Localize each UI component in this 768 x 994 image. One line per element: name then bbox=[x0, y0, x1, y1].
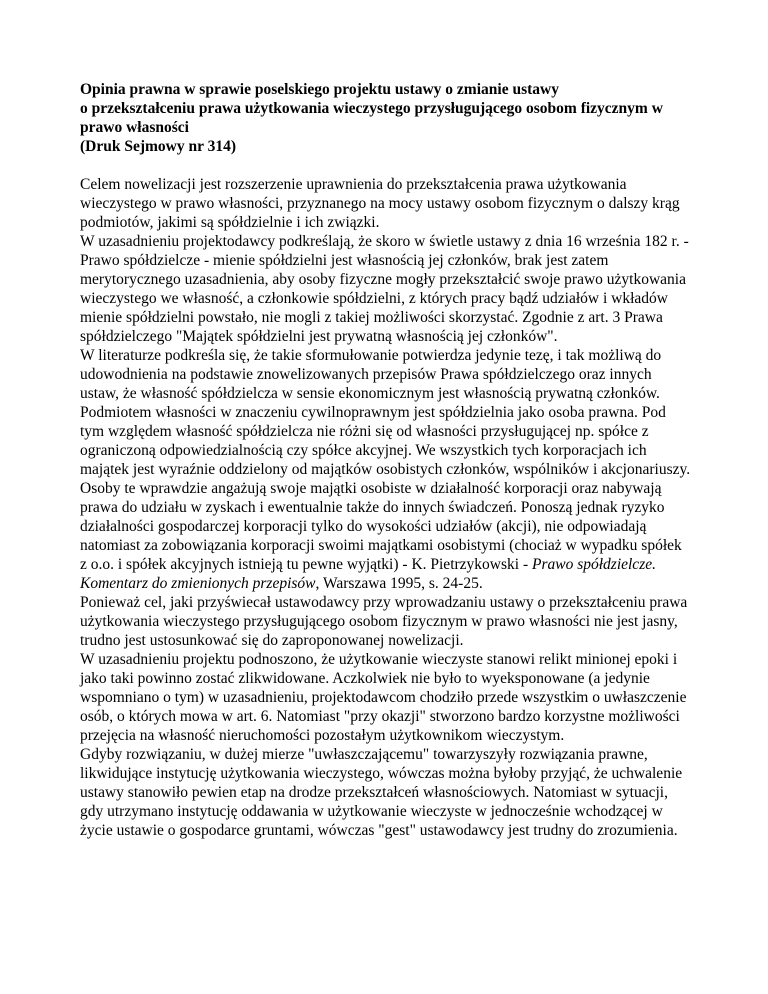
document-title bbox=[80, 80, 692, 156]
paragraph-text: W literaturze podkreśla się, że takie sformułowanie potwierdza jedynie tezę, i tak możliwą do udowodnienia na podstawie znowelizowanych przepisów Prawa spółdzielczego oraz innych ustaw, że własność spółdzielcza w sensie ekonomicznym jest własnością prywatną członków. Podmiotem własności w znaczeniu cywilnoprawnym jest spółdzielnia jako osoba prawna. Pod tym względem własność spółdzielcza nie różni się od własności przysługującej np. spółce z ograniczoną odpowiedzialnością czy spółce akcyjnej. We wszystkich tych korporacjach ich majątek jest wyraźnie oddzielony od majątków osobistych członków, wspólników i akcjonariuszy. Osoby te wprawdzie angażują swoje majątki osobiste w działalność korporacji oraz nabywają prawa do udziału w zyskach i ewentualnie także do innych świadczeń. Ponoszą jednak ryzyko działalności gospodarczej korporacji tylko do wysokości udziałów (akcji), nie odpowiadają natomiast za zobowiązania korporacji swoimi majątkami osobistymi (chociaż w wypadku spółek z o.o. i spółek akcyjnych istnieją tu pewne wyjątki) - K. Pietrzykowski - bbox=[80, 347, 691, 573]
document-body bbox=[80, 175, 692, 840]
paragraph: W uzasadnieniu projektodawcy podkreślają, że skoro w świetle ustawy z dnia 16 września 182 r. - Prawo spółdzielcze - mienie spółdzielni jest własnością jej członków, brak jest zatem merytorycznego uzasadnienia, aby osoby fizyczne mogły przekształcić swoje prawo użytkowania wieczystego we własność, a członkowie spółdzielni, z których pracy bądź udziałów i wkładów mienie spółdzielni powstało, nie mogli z takiej możliwości skorzystać. Zgodnie z art. 3 Prawa spółdzielczego "Majątek spółdzielni jest prywatną własnością jej członków". bbox=[80, 233, 689, 345]
print-number: (Druk Sejmowy nr 314) bbox=[80, 138, 236, 155]
citation-title: Prawo spółdzielcze. Komentarz do zmienionych przepisów bbox=[80, 556, 656, 592]
citation-tail: , Warszawa 1995, s. 24-25. bbox=[315, 575, 483, 592]
paragraph: Celem nowelizacji jest rozszerzenie uprawnienia do przekształcenia prawa użytkowania wieczystego w prawo własności, przyznanego na mocy ustawy osobom fizycznym o dalszy krąg podmiotów, jakimi są spółdzielnie i ich związki. bbox=[80, 176, 680, 231]
title-line: o przekształceniu prawa użytkowania wieczystego przysługującego osobom fizycznym w prawo własności bbox=[80, 100, 663, 136]
document-page bbox=[80, 80, 692, 840]
paragraph bbox=[80, 346, 692, 593]
paragraph: W uzasadnieniu projektu podnoszono, że użytkowanie wieczyste stanowi relikt minionej epoki i jako taki powinno zostać zlikwidowane. Aczkolwiek nie było to wyeksponowane (a jedynie wspomniano o tym) w uzasadnieniu, projektodawcom chodziło przede wszystkim o uwłaszczenie osób, o których mowa w art. 6. Natomiast "przy okazji" stworzono bardzo korzystne możliwości przejęcia na własność nieruchomości pozostałym użytkownikom wieczystym. bbox=[80, 651, 687, 744]
paragraph: Ponieważ cel, jaki przyświecał ustawodawcy przy wprowadzaniu ustawy o przekształceniu prawa użytkowania wieczystego przysługującego osobom fizycznym w prawo własności nie jest jasny, trudno jest ustosunkować się do zaproponowanej nowelizacji. bbox=[80, 594, 688, 649]
paragraph: Gdyby rozwiązaniu, w dużej mierze "uwłaszczającemu" towarzyszyły rozwiązania prawne, likwidujące instytucję użytkowania wieczystego, wówczas można byłoby przyjąć, że uchwalenie ustawy stanowiło pewien etap na drodze przekształceń własnościowych. Natomiast w sytuacji, gdy utrzymano instytucję oddawania w użytkowanie wieczyste w jednocześnie wchodzącej w życie ustawie o gospodarce gruntami, wówczas "gest" ustawodawcy jest trudny do zrozumienia. bbox=[80, 746, 683, 839]
title-line: Opinia prawna w sprawie poselskiego projektu ustawy o zmianie ustawy bbox=[80, 81, 559, 98]
